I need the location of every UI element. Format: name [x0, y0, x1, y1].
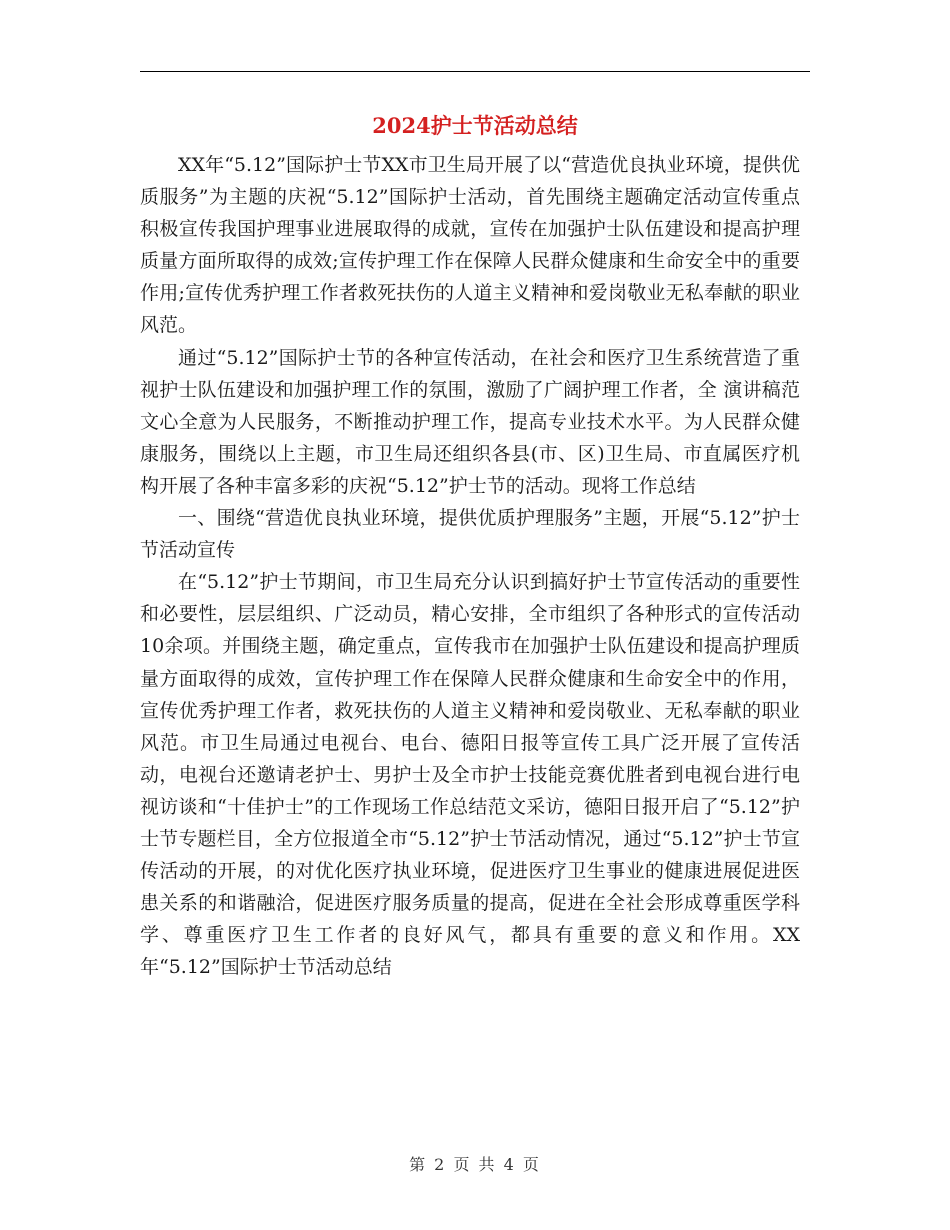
paragraph: 通过“5.12”国际护士节的各种宣传活动，在社会和医疗卫生系统营造了重视护士队伍建设和加强护理工作的氛围，激励了广阔护理工作者，全 演讲稿范文心全意为人民服务，不断推动护理工作，提高专业技术水平。为人民群众健康服务，围绕以上主题，市卫生局还组织各县(市、区)卫生局、市直属医疗机构开展了各种丰富多彩的庆祝“5.12”护士节的活动。现将工作总结: [140, 346, 800, 497]
paragraph: XX年“5.12”国际护士节XX市卫生局开展了以“营造优良执业环境，提供优质服务”为主题的庆祝“5.12”国际护士活动，首先围绕主题确定活动宣传重点积极宣传我国护理事业进展取得的成就，宣传在加强护士队伍建设和提高护理质量方面所取得的成效;宣传护理工作在保障人民群众健康和生命安全中的重要作用;宣传优秀护理工作者救死扶伤的人道主义精神和爱岗敬业无私奉献的职业风范。: [140, 154, 800, 337]
document-body: [140, 149, 800, 983]
document-title: 2024护士节活动总结: [372, 113, 578, 138]
page-footer: 第 2 页 共 4 页: [409, 1155, 541, 1174]
section-heading: 一、围绕“营造优良执业环境，提供优质护理服务”主题，开展“5.12”护士节活动宣传: [140, 507, 800, 562]
paragraph: 在“5.12”护士节期间，市卫生局充分认识到搞好护士节宣传活动的重要性和必要性，层层组织、广泛动员，精心安排，全市组织了各种形式的宣传活动 10余项。并围绕主题，确定重点，宣传我市在加强护士队伍建设和提高护理质量方面取得的成效，宣传护理工作在保障人民群众健康和生命安全中的作用，宣传优秀护理工作者，救死扶伤的人道主义精神和爱岗敬业、无私奉献的职业风范。市卫生局通过电视台、电台、德阳日报等宣传工具广泛开展了宣传活动，电视台还邀请老护士、男护士及全市护士技能竞赛优胜者到电视台进行电视访谈和“十佳护士”的工作现场工作总结范文采访，德阳日报开启了“5.12”护士节专题栏目，全方位报道全市“5.12”护士节活动情况，通过“5.12”护士节宣传活动的开展，的对优化医疗执业环境，促进医疗卫生事业的健康进展促进医患关系的和谐融洽，促进医疗服务质量的提高，促进在全社会形成尊重医学科学、尊重医疗卫生工作者的良好风气，都具有重要的意义和作用。XX年“5.12”国际护士节活动总结: [140, 571, 800, 979]
header-rule: [140, 71, 810, 72]
